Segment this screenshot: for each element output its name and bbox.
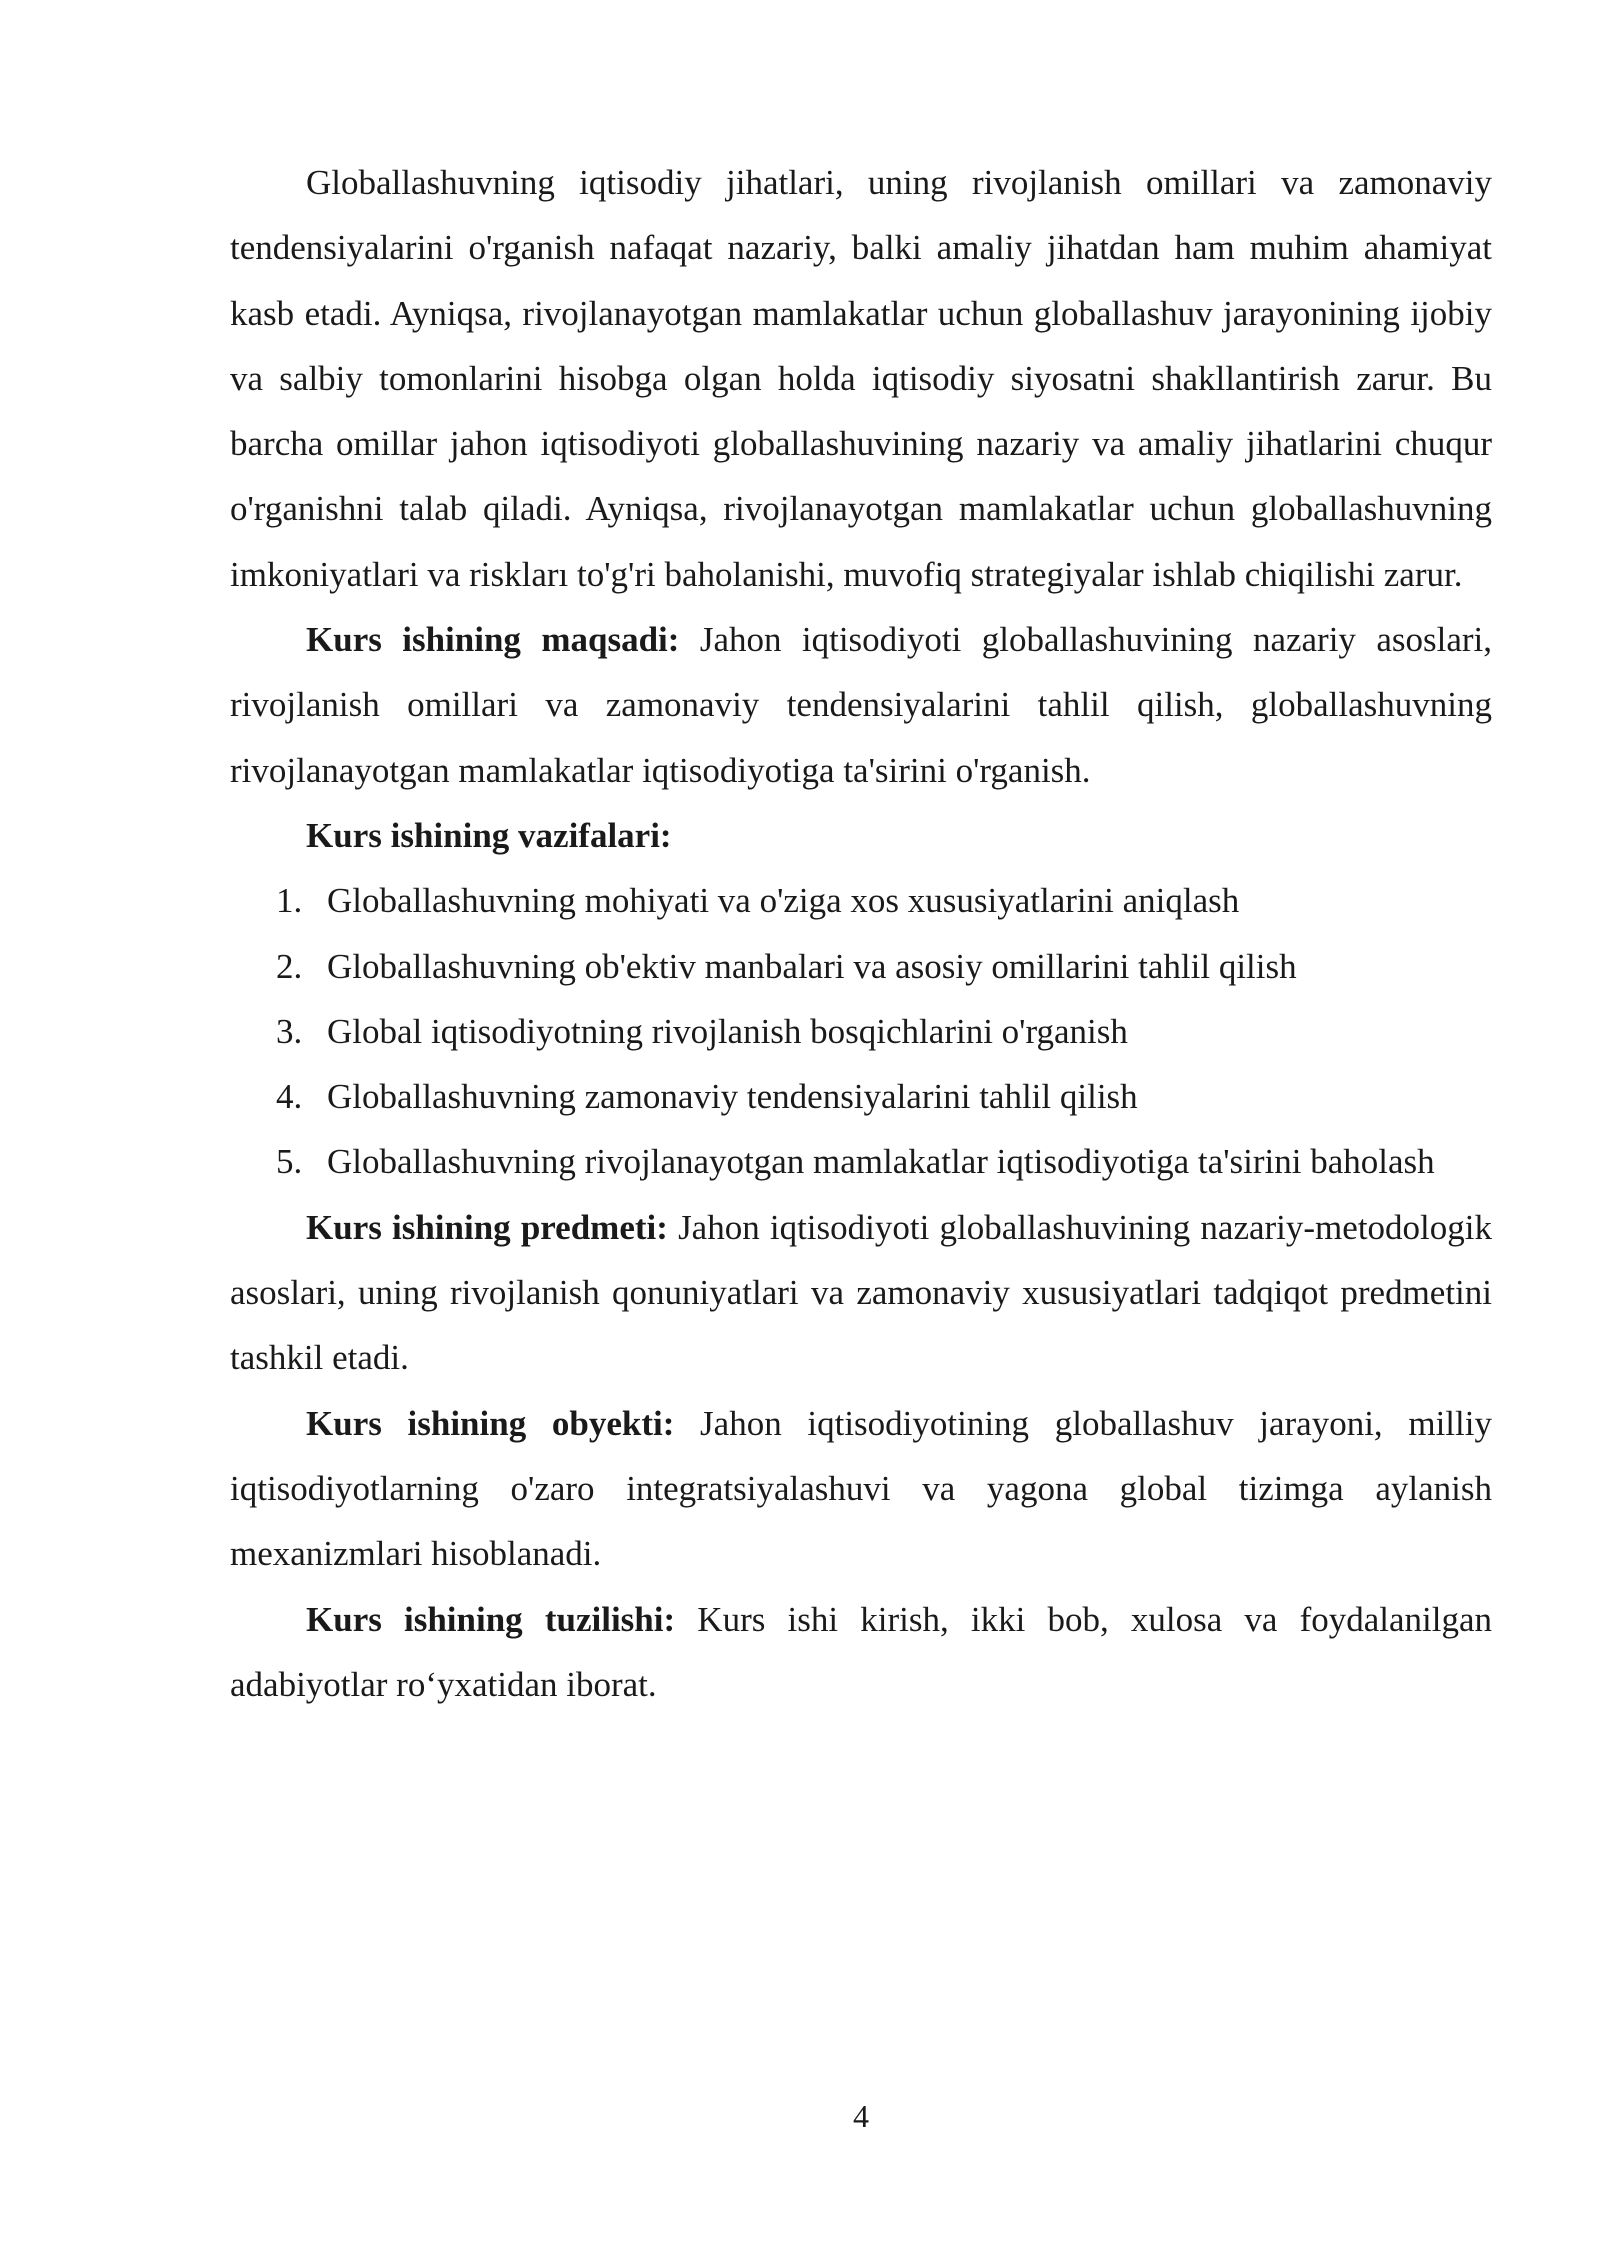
tasks-heading: Kurs ishining vazifalari: — [306, 815, 672, 855]
goal-text: Jahon iqtisodiyoti globallashuvining nazariy asoslari, rivojlanish omillari va zamonaviy tendensiyalarini tahlil qilish, globallashuvning rivojlanayotgan mamlakatlar iqtisodiyotiga ta'sirini o'rganish. — [230, 620, 1492, 790]
list-item — [230, 868, 1492, 933]
list-item-text: Globallashuvning zamonaviy tendensiyalarini tahlil qilish — [327, 1077, 1138, 1117]
page-number: 4 — [853, 2098, 869, 2134]
list-item-text: Globallashuvning mohiyati va o'ziga xos xususiyatlarini aniqlash — [327, 881, 1240, 921]
goal-paragraph — [230, 607, 1492, 803]
intro-paragraph: Globallashuvning iqtisodiy jihatlari, uning rivojlanish omillari va zamonaviy tendensiyalarini o'rganish nafaqat nazariy, balki amaliy jihatdan ham muhim ahamiyat kasb etadi. Ayniqsa, rivojlanayotgan mamlakatlar uchun globallashuv jarayonining ijobiy va salbiy tomonlarini hisobga olgan holda iqtisodiy siyosatni shakllantirish zarur. Bu barcha omillar jahon iqtisodiyoti globallashuvining nazariy va amaliy jihatlarini chuqur o'rganishni talab qiladi. Ayniqsa, rivojlanayotgan mamlakatlar uchun globallashuvning imkoniyatlari va riskları to'g'ri baholanishi, muvofiq strategiyalar ishlab chiqilishi zarur. — [230, 163, 1492, 594]
object-label: Kurs ishining obyekti: — [306, 1403, 675, 1443]
list-item-number: 1. — [276, 881, 303, 921]
structure-text: Kurs ishi kirish, ikki bob, xulosa va foydalanilgan adabiyotlar ro‘yxatidan iborat. — [230, 1599, 1493, 1704]
list-item-number: 5. — [276, 1142, 303, 1182]
list-item — [230, 1064, 1492, 1129]
list-item — [230, 934, 1492, 999]
list-item-number: 3. — [276, 1011, 303, 1051]
list-item-number: 4. — [276, 1077, 303, 1117]
subject-paragraph — [230, 1195, 1492, 1391]
list-item-text: Globallashuvning ob'ektiv manbalari va asosiy omillarini tahlil qilish — [327, 946, 1297, 986]
tasks-list — [230, 868, 1492, 1194]
document-page — [230, 150, 1492, 1717]
list-item-text: Globallashuvning rivojlanayotgan mamlakatlar iqtisodiyotiga ta'sirini baholash — [327, 1142, 1435, 1182]
structure-paragraph — [230, 1587, 1492, 1718]
list-item-text: Global iqtisodiyotning rivojlanish bosqichlarini o'rganish — [327, 1011, 1128, 1051]
list-item — [230, 999, 1492, 1064]
goal-label: Kurs ishining maqsadi: — [306, 620, 680, 660]
list-item-number: 2. — [276, 946, 303, 986]
object-text: Jahon iqtisodiyotining globallashuv jarayoni, milliy iqtisodiyotlarning o'zaro integratsiyalashuvi va yagona global tizimga aylanish mexanizmlari hisoblanadi. — [230, 1403, 1492, 1574]
object-paragraph — [230, 1391, 1492, 1587]
subject-text: Jahon iqtisodiyoti globallashuvining nazariy-metodologik asoslari, uning rivojlanish qonuniyatlari va zamonaviy xususiyatlari tadqiqot predmetini tashkil etadi. — [230, 1207, 1492, 1378]
structure-label: Kurs ishining tuzilishi: — [306, 1599, 676, 1639]
list-item — [230, 1129, 1492, 1194]
subject-label: Kurs ishining predmeti: — [306, 1207, 668, 1247]
